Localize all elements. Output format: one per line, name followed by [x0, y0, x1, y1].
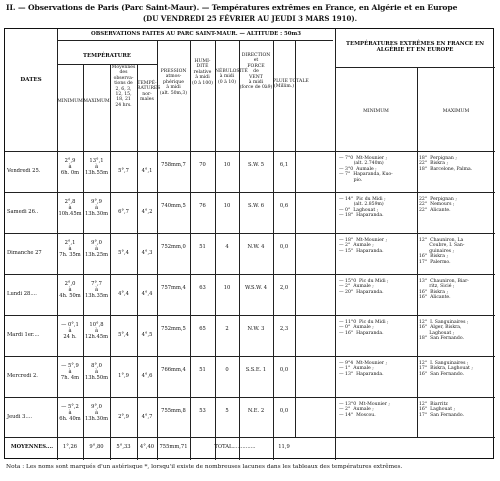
- footer-pluie: 11,9: [278, 444, 290, 450]
- row-7-minima: — 13°0 Mt-Mounier ; — 2° Aumale ; — 14° Moscou.: [339, 402, 390, 418]
- row-5-minima: — 11°0 Pic du Midi ; — 0° Aumale ; — 16° Haparanda.: [339, 320, 389, 336]
- row-4-moy: 4°,4: [118, 291, 129, 297]
- row-3-min: 2°,1 à 7h. 35m: [59, 240, 81, 259]
- row-7-date: Jeudi 3....: [7, 414, 33, 420]
- header-dates: DATES: [20, 77, 42, 83]
- row-7-maxima: 12° Biarritz 16° Laghouat ; 17° San Fernando.: [419, 402, 464, 418]
- row-3-minima: — 18° Mt-Mounier ; — 2° Aumale ; — 15° Haparanda.: [339, 238, 387, 254]
- page-title: II. — Observations de Paris (Parc Saint-Maur). — Températures extrêmes en France, en Algérie et en Europe: [6, 3, 458, 12]
- row-1-max: 13°,1 à 13h.55m: [84, 158, 109, 177]
- row-4-neb: 10: [223, 285, 231, 291]
- row-7-moy: 2°,9: [118, 414, 129, 420]
- row-3-pluie: 0,0: [279, 244, 289, 250]
- row-7-norm: 4°,7: [141, 414, 153, 420]
- row-4-vent: W.S.W. 4: [244, 285, 268, 291]
- row-7-pluie: 0,0: [279, 408, 289, 414]
- header-temperature: TEMPÉRATURE: [83, 53, 131, 59]
- row-5-maxima: 12° I. Sanguinaires ; 16° Alger, Biskra, Laghouat ; 18° San Fernando.: [419, 320, 469, 342]
- row-1-pluie: 6,1: [279, 162, 289, 168]
- row-4-norm: 4°,4: [141, 291, 153, 297]
- page-subtitle: (DU VENDREDI 25 FÉVRIER AU JEUDI 3 MARS 1910).: [142, 14, 358, 23]
- footer-moy: 5°,33: [116, 444, 131, 450]
- header-minimum: MINIMUM: [57, 99, 83, 104]
- row-7-min: — 5°,2 à 6h. 40m: [59, 404, 81, 423]
- row-6-minima: — 9°4 Mt-Mounier ; — 1° Aumale ; — 13° Haparanda.: [339, 361, 387, 377]
- row-4-date: Lundi 28....: [7, 291, 37, 297]
- row-3-max: 9°,0 à 13h.25m: [84, 240, 109, 259]
- row-1-neb: 10: [223, 162, 231, 168]
- row-5-moy: 5°,4: [118, 332, 129, 338]
- row-6-press: 766mm,4: [161, 367, 186, 373]
- header-vent: DIRECTION et FORCE de VENT à midi (force de 0à9): [239, 53, 273, 91]
- row-2-neb: 10: [223, 203, 231, 209]
- row-6-norm: 4°,6: [141, 373, 153, 379]
- row-4-max: 7°,7 à 13h.35m: [84, 281, 109, 300]
- row-1-date: Vendredi 25.: [7, 168, 41, 174]
- row-1-minima: — 7°0 Mt-Mounier ; (alt. 2.740m) — 3°0 Aumale ; — 7° Haparanda, Kuo- pio.: [339, 156, 393, 183]
- header-maximum: MAXIMUM: [83, 99, 110, 104]
- header-pression: PRESSION atmos- phérique à midi (alt. 50m,3): [159, 69, 188, 96]
- row-3-norm: 4°,3: [141, 250, 153, 256]
- footer-press: 755mm,71: [159, 444, 188, 450]
- row-3-moy: 5°,4: [118, 250, 129, 256]
- row-4-minima: — 15°0 Pic du Midi ; — 2° Aumale ; — 20° Haparanda.: [339, 279, 389, 295]
- row-4-hum: 63: [199, 285, 206, 291]
- row-3-date: Dimanche 27: [7, 250, 42, 256]
- row-1-press: 758mm,7: [161, 162, 186, 168]
- row-1-min: 2°,9 à 6h. 0m: [60, 158, 80, 177]
- row-5-press: 752mm,5: [161, 326, 186, 332]
- row-5-max: 10°,8 à 12h.45m: [84, 322, 109, 341]
- row-3-hum: 51: [199, 244, 206, 250]
- row-3-vent: N.W. 4: [247, 244, 265, 250]
- header-right-group: TEMPÉRATURES EXTRÊMES EN FRANCE EN ALGÉRIE ET EN EUROPE: [345, 41, 485, 54]
- row-4-maxima: 13° Chauniron, Biar- ritz, Sicié ; 16° Biskra ; 16° Alicante.: [419, 279, 469, 301]
- row-2-norm: 4°,2: [141, 209, 153, 215]
- row-2-date: Samedi 26..: [7, 209, 39, 215]
- row-5-hum: 65: [199, 326, 206, 332]
- row-2-press: 740mm,5: [161, 203, 186, 209]
- footer-min: 1°,26: [62, 444, 78, 450]
- data-table: [4, 28, 494, 459]
- row-5-norm: 4°,5: [141, 332, 153, 338]
- header-moyennes: Moyennes des observa- tions de 2, 6, 3, 12, 15, 18, 21 24 hrs.: [111, 65, 136, 108]
- row-6-pluie: 0,0: [279, 367, 289, 373]
- row-1-vent: S.W. 5: [247, 162, 265, 168]
- row-2-hum: 76: [199, 203, 206, 209]
- header-pluie: PLUIE TOTALE (Millim.): [273, 79, 309, 90]
- row-7-max: 9°,0 à 13h.30m: [84, 404, 109, 423]
- footer-max: 9°,80: [89, 444, 104, 450]
- row-5-min: — 0°,1 à 24 h.: [61, 322, 79, 341]
- header-normales: TEMPÉ- RATURES nor- males: [137, 81, 161, 103]
- row-5-pluie: 2,3: [279, 326, 289, 332]
- row-5-vent: N.W. 3: [247, 326, 265, 332]
- row-1-norm: 4°,1: [141, 168, 153, 174]
- row-6-max: 8°,0 à 13h.50m: [84, 363, 109, 382]
- row-6-vent: S.S.E. 1: [245, 367, 267, 373]
- row-2-pluie: 0,6: [279, 203, 289, 209]
- row-3-neb: 4: [225, 244, 229, 250]
- row-7-neb: 5: [225, 408, 229, 414]
- row-2-max: 9°,9 à 13h.30m: [84, 199, 109, 218]
- row-6-hum: 51: [199, 367, 206, 373]
- row-2-minima: — 14° Pic du Midi ; (alt. 2.859m) — 0° Laghouat ; — 18° Haparanda.: [339, 197, 386, 219]
- footnote: Nota : Les noms sont marqués d'un astérisque *, lorsqu'il existe de nombreuses lacunes dans les tableaux des températures extrêmes.: [6, 464, 403, 470]
- header-left-group: OBSERVATIONS FAITES AU PARC SAINT-MAUR. — ALTITUDE : 50m3: [91, 31, 301, 37]
- row-2-maxima: 22° Perpignan ; 22° Nemours ; 22° Alicante.: [419, 197, 457, 213]
- row-2-moy: 6°,7: [118, 209, 129, 215]
- row-4-min: 2°,0 à 4h. 50m: [59, 281, 81, 300]
- row-2-min: 2°,8 à 10h.45m: [58, 199, 82, 218]
- header-min-right: MINIMUM: [363, 109, 389, 114]
- header-humidite: HUMI- DITÉ relative à midi (0 à 100): [192, 59, 213, 86]
- header-max-right: MAXIMUM: [442, 109, 470, 114]
- footer-totaux: TOTAL..............: [214, 444, 256, 450]
- row-5-date: Mardi 1er....: [7, 332, 40, 338]
- row-3-maxima: 12° Chauniron, La Coubre, I. San- guinaires ; 16° Biskra ; 17° Palermo.: [419, 238, 465, 265]
- row-4-pluie: 2,0: [279, 285, 289, 291]
- row-1-moy: 5°,7: [118, 168, 129, 174]
- row-6-neb: 0: [225, 367, 229, 373]
- row-7-vent: N.E. 2: [247, 408, 265, 414]
- row-6-maxima: 12° I. Sanguinaires ; 17° Biskra, Laghouat ; 16° San Fernando.: [419, 361, 473, 377]
- row-6-date: Mercredi 2.: [7, 373, 38, 379]
- row-3-press: 752mm,0: [161, 244, 186, 250]
- header-nebulosite: NÉBULOSITÉ à midi (0 à 10): [215, 69, 248, 85]
- row-7-press: 755mm,8: [161, 408, 186, 414]
- footer-norm: 4°,40: [139, 444, 155, 450]
- row-6-moy: 1°,9: [118, 373, 129, 379]
- row-2-vent: S.W. 6: [247, 203, 265, 209]
- row-1-hum: 70: [199, 162, 206, 168]
- row-4-press: 757mm,4: [161, 285, 186, 291]
- row-5-neb: 2: [225, 326, 229, 332]
- row-1-maxima: 18° Perpignan ; 22° Biskra ; 18° Barcelone, Palma.: [419, 156, 473, 172]
- row-7-hum: 53: [199, 408, 206, 414]
- row-6-min: — 5°,9 à 7h. 4m: [60, 363, 80, 382]
- footer-label: MOYENNES....: [10, 444, 54, 450]
